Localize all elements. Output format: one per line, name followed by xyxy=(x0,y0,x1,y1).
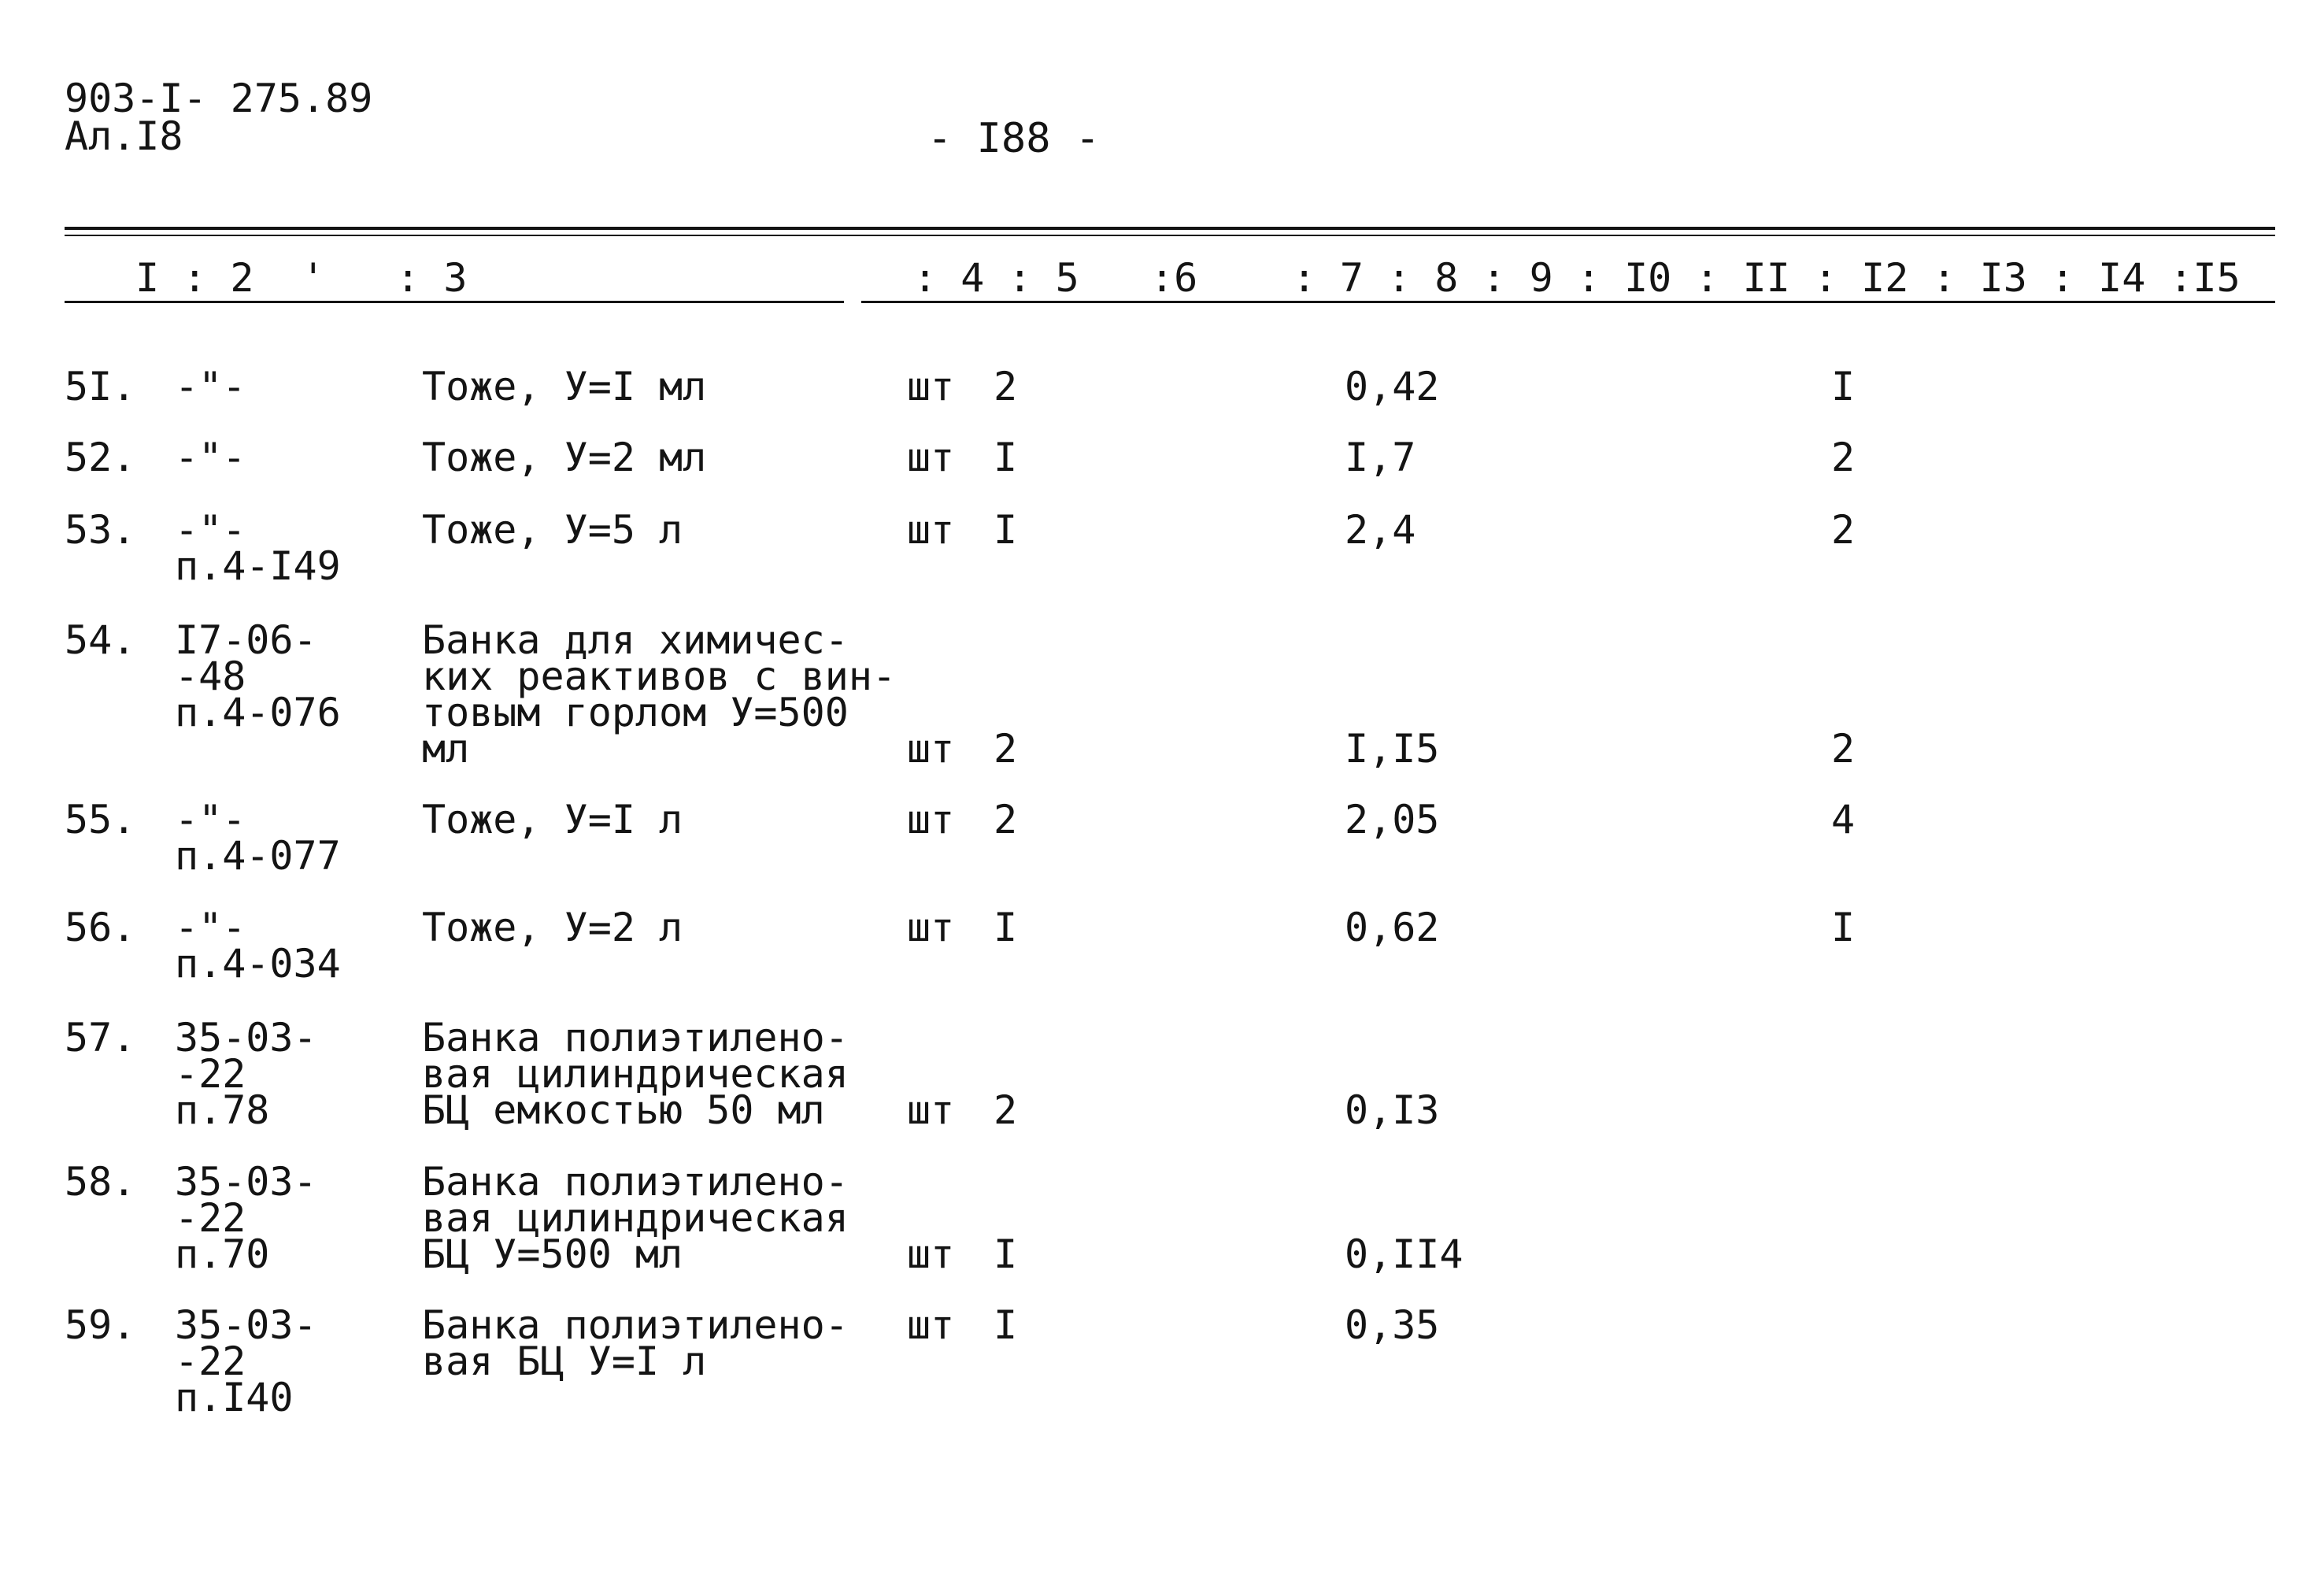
row-name: Тоже, У=2 мл xyxy=(422,435,707,480)
column-header-left: I : 2 ' : 3 xyxy=(135,255,468,301)
row-unit: шт xyxy=(907,905,955,950)
row-quantity: I xyxy=(994,905,1018,950)
row-column-12: I xyxy=(1831,905,1856,950)
row-value: I,I5 xyxy=(1345,726,1440,772)
row-unit: шт xyxy=(907,435,955,480)
header-bottom-rule-left xyxy=(65,301,844,303)
row-quantity: I xyxy=(994,1302,1018,1348)
page-number: - I88 - xyxy=(927,115,1101,162)
row-quantity: 2 xyxy=(994,364,1018,409)
row-value: 0,I3 xyxy=(1345,1087,1440,1133)
row-reference: I7-06- -48 п.4-076 xyxy=(175,617,341,735)
row-quantity: I xyxy=(994,435,1018,480)
row-name: Тоже, У=I мл xyxy=(422,364,707,409)
row-name: Тоже, У=2 л xyxy=(422,905,683,950)
row-reference: -"- п.4-I49 xyxy=(175,507,341,589)
row-value: 0,42 xyxy=(1345,364,1440,409)
row-number: 56. xyxy=(65,905,136,950)
row-value: 2,4 xyxy=(1345,507,1416,553)
row-name: Банка для химичес- ких реактивов с вин- товым горлом У=500 мл xyxy=(422,617,897,772)
row-name: Банка полиэтилено- вая БЦ У=I л xyxy=(422,1302,849,1384)
row-number: 53. xyxy=(65,507,136,553)
row-reference: -"- xyxy=(175,364,246,409)
row-column-12: 2 xyxy=(1831,435,1856,480)
row-unit: шт xyxy=(907,1087,955,1133)
row-unit: шт xyxy=(907,797,955,842)
row-column-12: 2 xyxy=(1831,507,1856,553)
sheet-number: Ал.I8 xyxy=(65,113,183,159)
row-number: 55. xyxy=(65,797,136,842)
row-reference: -"- xyxy=(175,435,246,480)
row-unit: шт xyxy=(907,1302,955,1348)
row-value: 0,62 xyxy=(1345,905,1440,950)
row-number: 59. xyxy=(65,1302,136,1348)
row-unit: шт xyxy=(907,364,955,409)
column-header-right: : 4 : 5 :6 : 7 : 8 : 9 : I0 : II : I2 : I3 : I4 :I5 xyxy=(913,255,2241,301)
row-quantity: I xyxy=(994,1231,1018,1277)
row-column-12: 2 xyxy=(1831,726,1856,772)
row-reference: -"- п.4-034 xyxy=(175,905,341,987)
header-bottom-rule-right xyxy=(861,301,2275,303)
table-top-rule xyxy=(65,227,2275,230)
row-value: 0,II4 xyxy=(1345,1231,1464,1277)
row-reference: 35-03- -22 п.I40 xyxy=(175,1302,317,1420)
row-number: 52. xyxy=(65,435,136,480)
document-code: 903-I- 275.89 xyxy=(65,76,373,121)
row-unit: шт xyxy=(907,1231,955,1277)
row-name: Тоже, У=5 л xyxy=(422,507,683,553)
row-quantity: 2 xyxy=(994,797,1018,842)
row-reference: -"- п.4-077 xyxy=(175,797,341,879)
row-number: 57. xyxy=(65,1015,136,1061)
row-number: 58. xyxy=(65,1159,136,1205)
row-value: 0,35 xyxy=(1345,1302,1440,1348)
row-name: Тоже, У=I л xyxy=(422,797,683,842)
row-value: 2,05 xyxy=(1345,797,1440,842)
row-unit: шт xyxy=(907,726,955,772)
row-column-12: I xyxy=(1831,364,1856,409)
row-name: Банка полиэтилено- вая цилиндрическая БЦ емкостью 50 мл xyxy=(422,1015,849,1133)
row-quantity: 2 xyxy=(994,1087,1018,1133)
row-quantity: I xyxy=(994,507,1018,553)
row-number: 5I. xyxy=(65,364,136,409)
row-reference: 35-03- -22 п.78 xyxy=(175,1015,317,1133)
row-number: 54. xyxy=(65,617,136,663)
row-value: I,7 xyxy=(1345,435,1416,480)
table-top-rule-thin xyxy=(65,235,2275,236)
row-quantity: 2 xyxy=(994,726,1018,772)
row-column-12: 4 xyxy=(1831,797,1856,842)
row-name: Банка полиэтилено- вая цилиндрическая БЦ У=500 мл xyxy=(422,1159,849,1277)
row-reference: 35-03- -22 п.70 xyxy=(175,1159,317,1277)
row-unit: шт xyxy=(907,507,955,553)
